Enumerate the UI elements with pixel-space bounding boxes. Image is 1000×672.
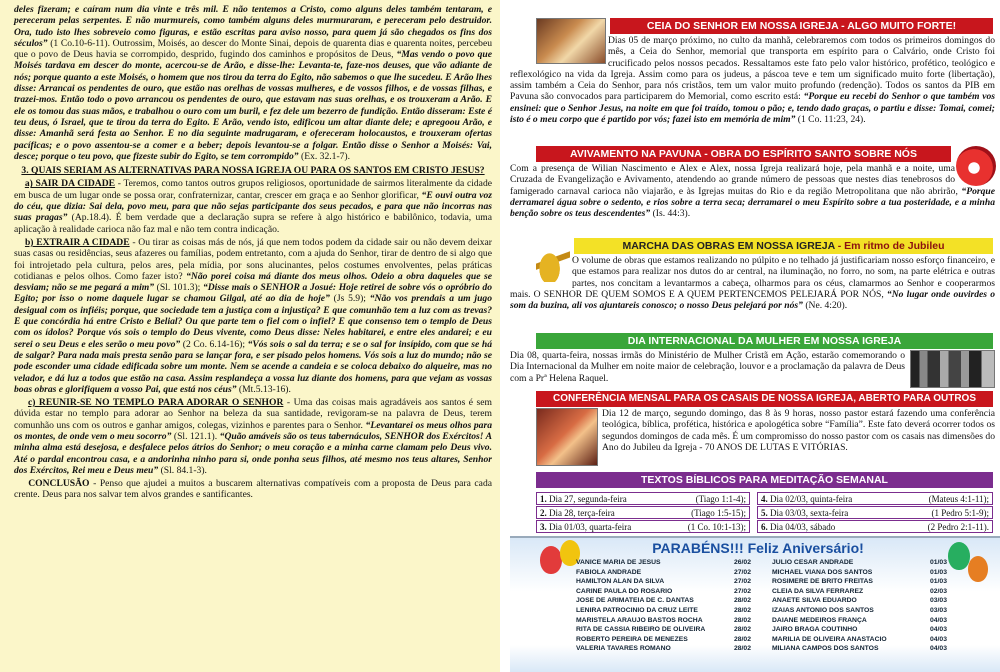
birthday-name: ANAETE SILVA EDUARDO [772, 597, 857, 605]
birthday-name: LENIRA PATROCINIO DA CRUZ LEITE [576, 606, 698, 614]
balloon-icon [948, 542, 970, 570]
reading-item: 5. Dia 03/03, sexta-feira (1 Pedro 5:1-9); [757, 506, 993, 519]
reading-item: 1. Dia 27, segunda-feira (Tiago 1:1-4); [536, 492, 750, 505]
birthday-date: 03/03 [929, 606, 947, 614]
birthday-name: CARINE PAULA DO ROSARIO [576, 587, 673, 595]
birthday-name: FABIOLA ANDRADE [576, 568, 642, 576]
point-a: a) SAIR DA CIDADE - Teremos, como tantos outros grupos religiosos, oportunidade de sairmos literalmente da cidade em busca de um lugar onde se possa orar, confraternizar, cantar, crescer em graça e ao Senhor glorificar, “E ouvi outra voz do céu, que dizia: Sai dela, povo meu, para que não sejas participante dos seus pecados, e para que não incorras nas suas pragas” (Ap.18.4). É bem verdade que a declaração supra se refere à algo histórico e babilônico, todavia, uma aplicação à realidade carioca não faz mal e não tem contra indicação. [14, 178, 493, 235]
birthday-row [772, 625, 947, 635]
readings-left [536, 492, 750, 534]
reading-item: 4. Dia 02/03, quinta-feira (Mateus 4:1-11); [757, 492, 993, 505]
birthday-panel [510, 536, 1000, 672]
birthday-name: MARISTELA ARAUJO BASTOS ROCHA [576, 616, 703, 624]
conclusion: CONCLUSÃO - Penso que ajudei a muitos a buscarem alternativas compatíveis com a proposta de Deus para cada crente. Deus para nos salvar tem alvos grandes e santificantes. [14, 478, 492, 501]
couple-photo [536, 408, 598, 466]
conferencia-text: Dia 12 de março, segundo domingo, das 8 às 9 horas, nosso pastor estará fazendo uma conferência teológica, bíblica, profética, histórica e apologética sobre “Família”. Este fato deverá ocorrer todos os segundos domingos de cada mês. É um compromisso do nosso pastor com os casais nas dimensões do Ano do Jubileu da Igreja - 70 ANOS DE LUTAS E VITÓRIAS. [602, 408, 995, 453]
marcha-title: MARCHA DAS OBRAS EM NOSSA IGREJA - Em ritmo de Jubileu [574, 238, 993, 254]
birthday-row [576, 635, 751, 645]
news-column [510, 0, 1000, 672]
birthday-name: IZAIAS ANTONIO DOS SANTOS [772, 606, 874, 614]
birthday-name: MICHAEL VIANA DOS SANTOS [772, 568, 873, 576]
birthday-date: 27/02 [733, 578, 751, 586]
birthday-row [576, 616, 751, 626]
birthday-name: ROBERTO PEREIRA DE MENEZES [576, 635, 688, 643]
avivamento-text: Com a presença de Wilian Nascimento e Alex e Alex, nossa Igreja realizará hoje, pela manhã e a noite, uma Cruzada de Evangelização e Avivamento, atendendo ao grande número de pessoas que nestes dias tenebrosos do famigerado carnaval carioca não viajarão, e às Igrejas muitas do Rio e da região Metropolitana que não abrirão, “Porque derramarei água sobre o sedento, e rios sobre a terra seca; derramarei o meu Espírito sobre a tua posteridade, e a minha benção sobre os teus descendentes” (Is. 44:3). [510, 163, 995, 220]
reading-item: 3. Dia 01/03, quarta-feira (1 Co. 10:1-13); [536, 520, 750, 533]
balloon-icon [968, 556, 988, 582]
sermon-paragraph-1: deles fizeram; e caíram num dia vinte e três mil. E não tentemos a Cristo, como alguns deles também tentaram, e pereceram pelas serpentes. E não murmureis, como também alguns deles murmuraram, e pereceram pelo destruidor. Ora, tudo isto lhes sobreveio como figuras, e estão escritas para aviso nosso, para quem já são chegados os fins dos séculos” (1 Co.10-6-11). Outrossim, Moisés, ao descer do Monte Sinai, depois de quarenta dias e quarenta noites, percebeu que o povo de Deus havia se corrompido, desprido, fugindo dos caminhos e propósitos de Deus, “Mas vendo o povo que Moisés tardava em descer do monte, acercou-se de Arão, e disse-lhe: Levanta-te, faze-nos deuses, que vão adiante de nós; porque quanto a este Moisés, o homem que nos tirou da terra do Egito, não sabemos o que lhe sucedeu. E Arão lhes disse: Arrancai os pendentes de ouro, que estão nas orelhas de vossas mulheres, e de vossos filhos, e de vossas filhas, e trazei-mos. Então todo o povo arrancou os pendentes de ouro, que estavam nas suas orelhas, e os trouxeram a Arão. E ele os tomou das suas mãos, e trabalhou o ouro com um buril, e fez dele um bezerro de fundição. Então disseram: Este é teu deus, ó Israel, que te tirou da terra do Egito. E Arão, vendo isto, edificou um altar diante dele; e apregoou Arão, e disse: Amanhã será festa ao Senhor. E no dia seguinte madrugaram, e ofereceram holocaustos, e trouxeram ofertas pacíficas; e o povo assentou-se a comer e a beber; depois levantou-se a folgar. Então disse o Senhor a Moisés: Vai, desce; porque o teu povo, que fizeste subir do Egito, se tem corrompido” (Ex. 32.1-7). [14, 4, 492, 162]
point-c: c) REUNIR-SE NO TEMPLO PARA ADORAR O SENHOR - Uma das coisas mais agradáveis aos santos é sem dúvida estar no templo para adorar ao Senhor na beleza da sua santidade, revigoram-se na palavra de Deus, terem comunhão uns com os outros e ganhar amigos, colegas, vizinhos e parentes para o Senhor. “Levantarei os meus olhos para os montes, de onde vem o meu socorro” (Sl. 121.1). “Quão amáveis são os teus tabernáculos, SENHOR dos Exércitos! A minha alma está desejosa, e desfalece pelos átrios do Senhor; o meu coração e a minha carne clamam pelo Deus vivo. Até o pardal encontrou casa, e a andorinha ninho para si, onde ponha seus filhos, até mesmo nos teus altares, Senhor dos Exércitos, Rei meu e Deus meu” (Sl. 84.1-3). [14, 397, 493, 476]
point-b: b) EXTRAIR A CIDADE - Ou tirar as coisas más de nós, já que nem todos podem da cidade sair ou não devem deixar suas casas ou residências, seus afazeres ou famílias, podem entretanto, com a ajuda do Senhor, tirar de dentro de si algo que foi introjetado pela cultura, pelos ares, pela mídia, por sons alucinantes, pelos costumes envolventes, pelas práticas cotidianas e pelos olhos. Como fazer isto? “Não porei coisa má diante dos meus olhos. Odeio a obra daqueles que se desviam; não se me pegará a mim” (Sl. 101.3); “Disse mais o SENHOR a Josué: Hoje retirei de sobre vós o opróbrio do Egito; por isso o nome daquele lugar se chamou Gilgal, até ao dia de hoje” (Js 5.9); “Não vos prendais a um jugo desigual com os infiéis; porque, que sociedade tem a justiça com a injustiça? E que comunhão tem a luz com as trevas? E que concórdia há entre Cristo e Belial? Ou que parte tem o fiel com o infiel? E que consenso tem o templo de Deus com os ídolos? Porque vós sois o templo do Deus vivente, como Deus disse: Neles habitarei, e entre eles andarei; e eu serei o seu Deus e eles serão o meu povo” (2 Co. 6.14-16); “Vós sois o sal da terra; e se o sal for insípido, com que se há de salgar? Para nada mais presta senão para se lançar fora, e ser pisado pelos homens. Vós sois a luz do mundo; não se pode esconder uma cidade edificada sobre um monte. Nem se acende a candeia e se coloca debaixo do alqueire, mas no velador, e dá luz a todos que estão na casa. Assim resplandeça a vossa luz diante dos homens, para que vejam as vossas boas obras e glorifiquem a vosso Pai, que está nos céus” (Mt.5.13-16). [14, 236, 493, 395]
birthday-date: 28/02 [733, 645, 751, 653]
section-heading: 3. QUAIS SERIAM AS ALTERNATIVAS PARA NOSSA IGREJA OU PARA OS SANTOS EM CRISTO JESUS? [21, 165, 485, 177]
ceia-text: Dias 05 de março próximo, no culto da manhã, celebraremos com todos os primeiros domingos do mês, a Ceia do Senhor, memorial que transporta em espírito para o Calvário, onde Cristo foi crucificado pelos nossos pecados. Ressaltamos este fato pelo valor histórico, profético, teológico e reflexológico na vida da Igreja. Assim como para os judeus, a páscoa teve e tem um significado muito forte (libertação), assim também a Ceia do Senhor, para nós cristãos, tem um valor muito profundo (redenção). Todos os santos da PIB em Pavuna são convocados para participarem do Memorial, como escrito está: “Porque eu recebi do Senhor o que também vos ensinei: que o Senhor Jesus, na noite em que foi traído, tomou o pão; e, tendo dado graças, o partiu e disse: Tomai, comei; isto é o meu corpo que é partido por vós; fazei isto em memória de mim” (1 Co. 11:23, 24). [510, 35, 995, 126]
birthday-date: 28/02 [733, 635, 751, 643]
birthday-list-1 [576, 558, 751, 654]
avivamento-title: AVIVAMENTO NA PAVUNA - OBRA DO ESPÍRITO SANTO SOBRE NÓS [536, 146, 951, 162]
ceia-title: CEIA DO SENHOR EM NOSSA IGREJA - ALGO MUITO FORTE! [610, 18, 993, 34]
birthday-name: VALERIA TAVARES ROMANO [576, 645, 671, 653]
birthday-date: 28/02 [733, 597, 751, 605]
birthday-row [772, 606, 947, 616]
birthday-date: 04/03 [929, 626, 947, 634]
birthday-list-2 [772, 558, 947, 654]
birthday-name: DAIANE MEDEIROS FRANÇA [772, 616, 867, 624]
birthday-row [772, 635, 947, 645]
birthday-name: MARILIA DE OLIVEIRA ANASTACIO [772, 635, 887, 643]
birthday-row [772, 616, 947, 626]
birthday-name: JOSE DE ARIMATEIA DE C. DANTAS [576, 597, 694, 605]
birthday-name: ROSIMERE DE BRITO FREITAS [772, 578, 873, 586]
birthday-row [576, 596, 751, 606]
birthday-date: 02/03 [929, 587, 947, 595]
birthday-name: RITA DE CASSIA RIBEIRO DE OLIVEIRA [576, 626, 706, 634]
birthday-row [576, 568, 751, 578]
mulher-text: Dia 08, quarta-feira, nossas irmãs do Ministério de Mulher Cristã em Ação, estarão comemorando o Dia Internacional da Mulher em noite maior de celebração, louvor e a proclamação da palavra de Deus com a Prª Helena Raquel. [510, 350, 905, 384]
birthday-date: 01/03 [929, 559, 947, 566]
reading-item: 6. Dia 04/03, sábado (2 Pedro 2:1-11). [757, 520, 993, 533]
birthday-row [772, 596, 947, 606]
birthday-name: HAMILTON ALAN DA SILVA [576, 578, 665, 586]
birthday-row [772, 587, 947, 597]
birthday-row [772, 577, 947, 587]
birthday-date: 04/03 [929, 616, 947, 624]
birthday-row [576, 625, 751, 635]
birthday-row [576, 587, 751, 597]
birthday-date: 01/03 [929, 568, 947, 576]
birthday-row [576, 558, 751, 568]
birthday-date: 26/02 [733, 559, 751, 566]
birthday-name: JULIO CESAR ANDRADE [772, 559, 854, 566]
birthday-date: 27/02 [733, 587, 751, 595]
birthday-date: 04/03 [929, 635, 947, 643]
birthday-name: VANICE MARIA DE JESUS [576, 559, 661, 566]
mulher-title: DIA INTERNACIONAL DA MULHER EM NOSSA IGREJA [536, 333, 993, 349]
birthday-name: MILIANA CAMPOS DOS SANTOS [772, 645, 879, 653]
birthday-date: 27/02 [733, 568, 751, 576]
birthday-name: JAIRO BRAGA COUTINHO [772, 626, 858, 634]
birthday-date: 28/02 [733, 626, 751, 634]
birthday-date: 04/03 [929, 645, 947, 653]
birthday-date: 28/02 [733, 616, 751, 624]
women-photo [910, 350, 995, 388]
textos-title: TEXTOS BÍBLICOS PARA MEDITAÇÃO SEMANAL [536, 472, 993, 488]
birthday-date: 28/02 [733, 606, 751, 614]
birthday-row [772, 558, 947, 568]
birthday-row [772, 644, 947, 654]
birthday-name: CLEIA DA SILVA FERRAREZ [772, 587, 864, 595]
conferencia-title: CONFERÊNCIA MENSAL PARA OS CASAIS DE NOSSA IGREJA, ABERTO PARA OUTROS [536, 391, 993, 407]
birthday-row [772, 568, 947, 578]
birthday-date: 03/03 [929, 597, 947, 605]
birthday-row [576, 577, 751, 587]
birthday-row [576, 644, 751, 654]
readings-right [757, 492, 993, 534]
balloon-icon [540, 546, 562, 574]
birthday-date: 01/03 [929, 578, 947, 586]
birthday-title: PARABÉNS!!! Feliz Aniversário! [652, 540, 864, 556]
reading-item: 2. Dia 28, terça-feira (Tiago 1:5-15); [536, 506, 750, 519]
birthday-row [576, 606, 751, 616]
marcha-text: O volume de obras que estamos realizando no púlpito e no telhado já justificariam nosso esforço financeiro, e que estamos para realizar nos dutos do ar central, na iluminação, no forro, no som, na parte elétrica e outras partes, nos concitam a levantarmos a cabeça, olharmos para os céus, clamarmos ao Senhor e cooperarmos mais. O SENHOR DE QUEM SOMOS E A QUEM PERTENCEMOS PELEJARÁ POR NÓS, “No lugar onde ouvirdes o som da buzina, ali vos ajuntareis conosco; o nosso Deus pelejará por nós” (Ne. 4:20). [510, 255, 995, 312]
